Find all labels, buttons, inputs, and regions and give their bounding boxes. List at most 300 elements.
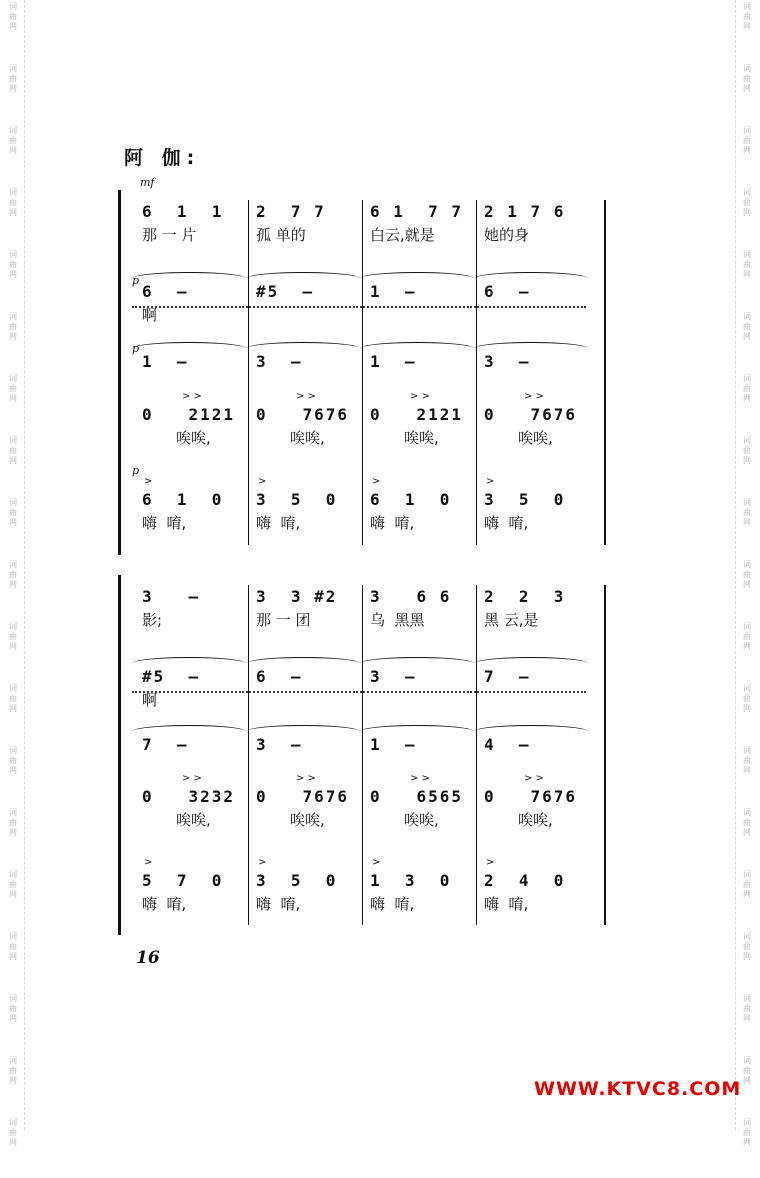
watermark-char: 词 <box>9 2 17 11</box>
jianpu-notes: 2 7 7 <box>256 202 326 221</box>
watermark-char: 曲 <box>9 508 17 517</box>
staff-row-voice3 <box>132 735 602 775</box>
measure <box>360 667 472 707</box>
jianpu-notes: 6 – <box>142 282 189 301</box>
watermark-char: 曲 <box>743 446 751 455</box>
staff-row-voice2 <box>132 667 602 707</box>
measure <box>246 773 358 829</box>
lyric-text: 嗨 唷, <box>484 514 529 532</box>
lyric-text: 那 一 片 <box>142 226 197 244</box>
watermark-group <box>2 992 24 1054</box>
watermark-char: 网 <box>743 1138 751 1147</box>
tie-arc <box>132 657 246 670</box>
lyric-text: 那 一 团 <box>256 611 311 629</box>
staff-row-voice4 <box>132 773 602 829</box>
watermark-char: 曲 <box>9 260 17 269</box>
watermark-char: 网 <box>743 1076 751 1085</box>
tie-arc <box>132 272 246 285</box>
watermark-char: 网 <box>9 952 17 961</box>
lyric-text: 唉唉, <box>404 429 439 447</box>
watermark-char: 曲 <box>9 1128 17 1137</box>
jianpu-notes: 1 – <box>370 282 417 301</box>
measure <box>474 773 586 829</box>
watermark-char: 网 <box>9 890 17 899</box>
accent-mark-icon: > <box>144 476 153 487</box>
accent-mark-icon: > <box>372 476 381 487</box>
watermark-group <box>2 930 24 992</box>
jianpu-notes: 0 2121 <box>370 405 464 424</box>
watermark-char: 曲 <box>9 322 17 331</box>
sustain-dotted-line <box>246 306 358 308</box>
watermark-char: 网 <box>9 828 17 837</box>
tie-arc <box>474 725 588 738</box>
watermark-char: 词 <box>9 994 17 1003</box>
watermark-char: 曲 <box>743 322 751 331</box>
tie-arc <box>246 657 360 670</box>
watermark-group <box>2 62 24 124</box>
measure <box>132 857 244 913</box>
watermark-char: 词 <box>743 374 751 383</box>
watermark-char: 词 <box>743 188 751 197</box>
section-title: 阿 伽: <box>124 147 201 169</box>
watermark-char: 词 <box>743 64 751 73</box>
watermark-group <box>736 62 758 124</box>
watermark-char: 网 <box>9 84 17 93</box>
jianpu-notes: 3 6 6 <box>370 587 452 606</box>
sustain-dotted-line <box>474 691 586 693</box>
watermark-group <box>2 558 24 620</box>
watermark-char: 网 <box>9 1076 17 1085</box>
jianpu-notes: 6 1 0 <box>370 490 452 509</box>
watermark-group <box>736 558 758 620</box>
tie-arc <box>246 272 360 285</box>
staff-row-voice4 <box>132 391 602 447</box>
watermark-char: 曲 <box>743 880 751 889</box>
watermark-group <box>736 124 758 186</box>
watermark-group <box>736 310 758 372</box>
accent-marks-icon: > > <box>296 773 316 784</box>
left-watermark-strip <box>2 0 25 1147</box>
watermark-char: 词 <box>9 560 17 569</box>
watermark-group <box>2 310 24 372</box>
measure <box>132 667 244 707</box>
watermark-group <box>736 992 758 1054</box>
watermark-char: 曲 <box>743 1004 751 1013</box>
sustain-dotted-line <box>360 691 472 693</box>
watermark-char: 曲 <box>9 1004 17 1013</box>
measure <box>132 773 244 829</box>
watermark-char: 曲 <box>9 74 17 83</box>
watermark-char: 曲 <box>743 198 751 207</box>
watermark-group <box>2 682 24 744</box>
lyric-text: 唉唉, <box>176 429 211 447</box>
watermark-group <box>2 1116 24 1178</box>
measure <box>246 735 358 775</box>
measure <box>132 352 244 392</box>
measure <box>246 667 358 707</box>
lyric-text: 影; <box>142 611 163 629</box>
watermark-char: 网 <box>743 580 751 589</box>
watermark-char: 曲 <box>743 818 751 827</box>
watermark-char: 曲 <box>9 198 17 207</box>
measure <box>132 476 244 532</box>
watermark-char: 网 <box>9 1138 17 1147</box>
tie-arc <box>474 657 588 670</box>
measure <box>360 735 472 775</box>
watermark-char: 词 <box>9 64 17 73</box>
watermark-group <box>2 372 24 434</box>
jianpu-notes: 3 – <box>484 352 531 371</box>
watermark-char: 词 <box>9 374 17 383</box>
watermark-group <box>2 806 24 868</box>
watermark-char: 曲 <box>743 1066 751 1075</box>
lyric-text: 嗨 唷, <box>256 895 301 913</box>
measure <box>132 587 244 627</box>
accent-marks-icon: > > <box>524 391 544 402</box>
watermark-char: 网 <box>743 394 751 403</box>
watermark-char: 曲 <box>743 12 751 21</box>
watermark-char: 词 <box>743 126 751 135</box>
watermark-char: 网 <box>9 518 17 527</box>
accent-mark-icon: > <box>258 857 267 868</box>
sustain-dotted-line <box>132 691 244 693</box>
measure <box>360 587 472 627</box>
watermark-char: 曲 <box>9 12 17 21</box>
accent-marks-icon: > > <box>182 773 202 784</box>
measure <box>474 587 586 627</box>
measure <box>360 476 472 532</box>
watermark-char: 词 <box>743 870 751 879</box>
watermark-group <box>736 372 758 434</box>
watermark-char: 词 <box>9 188 17 197</box>
lyric-text: 唉唉, <box>404 811 439 829</box>
lyric-text: 黑 云,是 <box>484 611 539 629</box>
lyric-text: 唉唉, <box>290 429 325 447</box>
measure <box>246 391 358 447</box>
jianpu-notes: 3 – <box>142 587 201 606</box>
staff-row-voice2 <box>132 282 602 322</box>
lyric-text: 嗨 唷, <box>370 514 415 532</box>
lyric-text: 唉唉, <box>290 811 325 829</box>
watermark-char: 曲 <box>9 818 17 827</box>
watermark-char: 曲 <box>9 694 17 703</box>
watermark-char: 曲 <box>743 1128 751 1137</box>
jianpu-notes: 0 6565 <box>370 787 464 806</box>
accent-marks-icon: > > <box>524 773 544 784</box>
staff-row-voice5 <box>132 476 602 532</box>
measure <box>246 587 358 627</box>
watermark-group <box>736 248 758 310</box>
watermark-group <box>2 620 24 682</box>
measure <box>474 352 586 392</box>
watermark-char: 词 <box>9 746 17 755</box>
watermark-char: 词 <box>9 808 17 817</box>
watermark-group <box>736 930 758 992</box>
jianpu-notes: 6 – <box>484 282 531 301</box>
sustain-dotted-line <box>132 306 244 308</box>
watermark-group <box>2 434 24 496</box>
measure <box>132 391 244 447</box>
watermark-group <box>736 682 758 744</box>
watermark-group <box>736 0 758 62</box>
jianpu-notes: 6 1 0 <box>142 490 224 509</box>
site-url: WWW.KTVC8.COM <box>534 1078 742 1100</box>
watermark-char: 网 <box>9 456 17 465</box>
accent-mark-icon: > <box>258 476 267 487</box>
watermark-group <box>2 744 24 806</box>
lyric-text: 唉唉, <box>518 811 553 829</box>
watermark-char: 词 <box>743 932 751 941</box>
measure <box>360 391 472 447</box>
jianpu-notes: #5 – <box>142 667 201 686</box>
watermark-char: 网 <box>743 952 751 961</box>
watermark-char: 词 <box>9 250 17 259</box>
watermark-group <box>736 496 758 558</box>
watermark-char: 词 <box>9 1118 17 1127</box>
accent-mark-icon: > <box>486 476 495 487</box>
score-system-1 <box>118 190 606 555</box>
watermark-char: 词 <box>9 1056 17 1065</box>
jianpu-notes: 3 5 0 <box>256 490 338 509</box>
watermark-char: 词 <box>743 808 751 817</box>
watermark-char: 词 <box>9 126 17 135</box>
watermark-char: 词 <box>9 870 17 879</box>
watermark-char: 词 <box>9 932 17 941</box>
watermark-char: 曲 <box>9 632 17 641</box>
tie-arc <box>132 725 246 738</box>
jianpu-notes: 3 – <box>256 352 303 371</box>
tie-arc <box>360 725 474 738</box>
watermark-char: 曲 <box>743 942 751 951</box>
watermark-group <box>736 1116 758 1178</box>
system-brace <box>118 575 127 935</box>
watermark-char: 词 <box>9 312 17 321</box>
tie-arc <box>132 342 246 355</box>
watermark-char: 网 <box>743 1014 751 1023</box>
lyric-text: 啊 <box>142 691 158 709</box>
watermark-group <box>2 1054 24 1116</box>
watermark-char: 曲 <box>9 446 17 455</box>
watermark-char: 网 <box>9 1014 17 1023</box>
measure <box>360 352 472 392</box>
measure <box>132 282 244 322</box>
jianpu-notes: 3 – <box>370 667 417 686</box>
jianpu-notes: 6 1 1 <box>142 202 224 221</box>
watermark-group <box>736 806 758 868</box>
watermark-char: 网 <box>743 828 751 837</box>
right-watermark-strip <box>735 0 758 1147</box>
watermark-char: 曲 <box>743 136 751 145</box>
watermark-char: 词 <box>9 436 17 445</box>
measure <box>246 282 358 322</box>
lyric-text: 嗨 唷, <box>256 514 301 532</box>
watermark-group <box>2 496 24 558</box>
system-brace <box>118 190 127 555</box>
watermark-char: 网 <box>743 890 751 899</box>
watermark-char: 曲 <box>9 756 17 765</box>
sustain-dotted-line <box>360 306 472 308</box>
lyric-text: 唉唉, <box>176 811 211 829</box>
lyric-text: 乌 黑黑 <box>370 611 425 629</box>
watermark-char: 网 <box>743 332 751 341</box>
lyric-text: 嗨 唷, <box>142 895 187 913</box>
measure <box>246 857 358 913</box>
tie-arc <box>474 272 588 285</box>
watermark-char: 网 <box>9 332 17 341</box>
watermark-char: 词 <box>743 560 751 569</box>
accent-marks-icon: > > <box>410 773 430 784</box>
accent-mark-icon: > <box>372 857 381 868</box>
jianpu-notes: 6 – <box>256 667 303 686</box>
staff-row-voice1 <box>132 202 602 242</box>
watermark-char: 网 <box>743 456 751 465</box>
watermark-char: 网 <box>743 22 751 31</box>
measure <box>246 202 358 242</box>
staff-row-voice1 <box>132 587 602 627</box>
watermark-char: 曲 <box>9 1066 17 1075</box>
watermark-char: 网 <box>9 146 17 155</box>
tie-arc <box>360 272 474 285</box>
jianpu-notes: 1 – <box>142 352 189 371</box>
watermark-char: 网 <box>743 642 751 651</box>
jianpu-notes: 1 3 0 <box>370 871 452 890</box>
measure <box>474 391 586 447</box>
score-system-2 <box>118 575 606 935</box>
watermark-char: 曲 <box>9 880 17 889</box>
watermark-group <box>2 0 24 62</box>
jianpu-notes: 0 7676 <box>484 405 578 424</box>
jianpu-notes: 3 5 0 <box>484 490 566 509</box>
jianpu-notes: 0 2121 <box>142 405 236 424</box>
watermark-char: 曲 <box>743 756 751 765</box>
watermark-char: 曲 <box>743 260 751 269</box>
watermark-char: 词 <box>9 622 17 631</box>
watermark-char: 网 <box>743 270 751 279</box>
sustain-dotted-line <box>474 306 586 308</box>
lyric-text: 白云,就是 <box>370 226 435 244</box>
sustain-dotted-line <box>246 691 358 693</box>
watermark-char: 词 <box>743 2 751 11</box>
watermark-group <box>736 744 758 806</box>
accent-mark-icon: > <box>144 857 153 868</box>
measure <box>246 476 358 532</box>
watermark-group <box>2 124 24 186</box>
watermark-char: 网 <box>743 518 751 527</box>
jianpu-notes: 2 4 0 <box>484 871 566 890</box>
system-end-barline <box>604 585 606 925</box>
watermark-char: 词 <box>743 746 751 755</box>
measure <box>474 282 586 322</box>
watermark-char: 网 <box>9 22 17 31</box>
lyric-text: 嗨 唷, <box>370 895 415 913</box>
tie-arc <box>360 342 474 355</box>
watermark-char: 曲 <box>9 570 17 579</box>
watermark-char: 网 <box>9 642 17 651</box>
lyric-text: 嗨 唷, <box>142 514 187 532</box>
measure <box>360 282 472 322</box>
watermark-group <box>736 868 758 930</box>
watermark-char: 词 <box>9 684 17 693</box>
watermark-group <box>736 620 758 682</box>
dynamic-p: p <box>132 464 140 477</box>
measure <box>474 202 586 242</box>
tie-arc <box>246 725 360 738</box>
staff-row-voice5 <box>132 857 602 913</box>
watermark-char: 网 <box>743 146 751 155</box>
watermark-char: 网 <box>743 208 751 217</box>
tie-arc <box>360 657 474 670</box>
jianpu-notes: 2 2 3 <box>484 587 566 606</box>
tie-arc <box>474 342 588 355</box>
watermark-char: 曲 <box>743 570 751 579</box>
measure <box>360 202 472 242</box>
jianpu-notes: 1 – <box>370 352 417 371</box>
lyric-text: 唉唉, <box>518 429 553 447</box>
watermark-char: 网 <box>9 208 17 217</box>
watermark-group <box>736 186 758 248</box>
measure <box>360 857 472 913</box>
jianpu-notes: 7 – <box>142 735 189 754</box>
watermark-char: 词 <box>743 622 751 631</box>
measure <box>132 735 244 775</box>
accent-marks-icon: > > <box>296 391 316 402</box>
jianpu-notes: 0 3232 <box>142 787 236 806</box>
watermark-char: 词 <box>743 1118 751 1127</box>
watermark-char: 曲 <box>9 384 17 393</box>
watermark-char: 曲 <box>743 508 751 517</box>
lyric-text: 嗨 唷, <box>484 895 529 913</box>
watermark-group <box>2 248 24 310</box>
watermark-char: 词 <box>743 498 751 507</box>
accent-marks-icon: > > <box>410 391 430 402</box>
dynamic-p: p <box>132 342 140 355</box>
measure <box>474 857 586 913</box>
page-number: 16 <box>136 948 160 968</box>
jianpu-notes: 3 5 0 <box>256 871 338 890</box>
staff-row-voice3 <box>132 352 602 392</box>
dynamic-mf: mf <box>140 176 155 189</box>
watermark-char: 曲 <box>743 632 751 641</box>
jianpu-notes: 3 – <box>256 735 303 754</box>
lyric-text: 孤 单的 <box>256 226 306 244</box>
jianpu-notes: 0 7676 <box>256 405 350 424</box>
watermark-char: 曲 <box>743 384 751 393</box>
watermark-group <box>736 434 758 496</box>
dynamic-p: p <box>132 274 140 287</box>
jianpu-notes: #5 – <box>256 282 315 301</box>
jianpu-notes: 4 – <box>484 735 531 754</box>
watermark-group <box>2 868 24 930</box>
system-end-barline <box>604 200 606 545</box>
measure <box>474 735 586 775</box>
jianpu-notes: 1 – <box>370 735 417 754</box>
watermark-char: 词 <box>743 250 751 259</box>
watermark-char: 网 <box>9 394 17 403</box>
tie-arc <box>246 342 360 355</box>
accent-mark-icon: > <box>486 857 495 868</box>
measure <box>360 773 472 829</box>
watermark-char: 网 <box>9 580 17 589</box>
watermark-char: 词 <box>743 684 751 693</box>
measure <box>132 202 244 242</box>
watermark-char: 词 <box>743 312 751 321</box>
watermark-group <box>2 186 24 248</box>
accent-marks-icon: > > <box>182 391 202 402</box>
measure <box>474 476 586 532</box>
watermark-char: 网 <box>9 704 17 713</box>
jianpu-notes: 5 7 0 <box>142 871 224 890</box>
lyric-text: 她的身 <box>484 226 530 244</box>
